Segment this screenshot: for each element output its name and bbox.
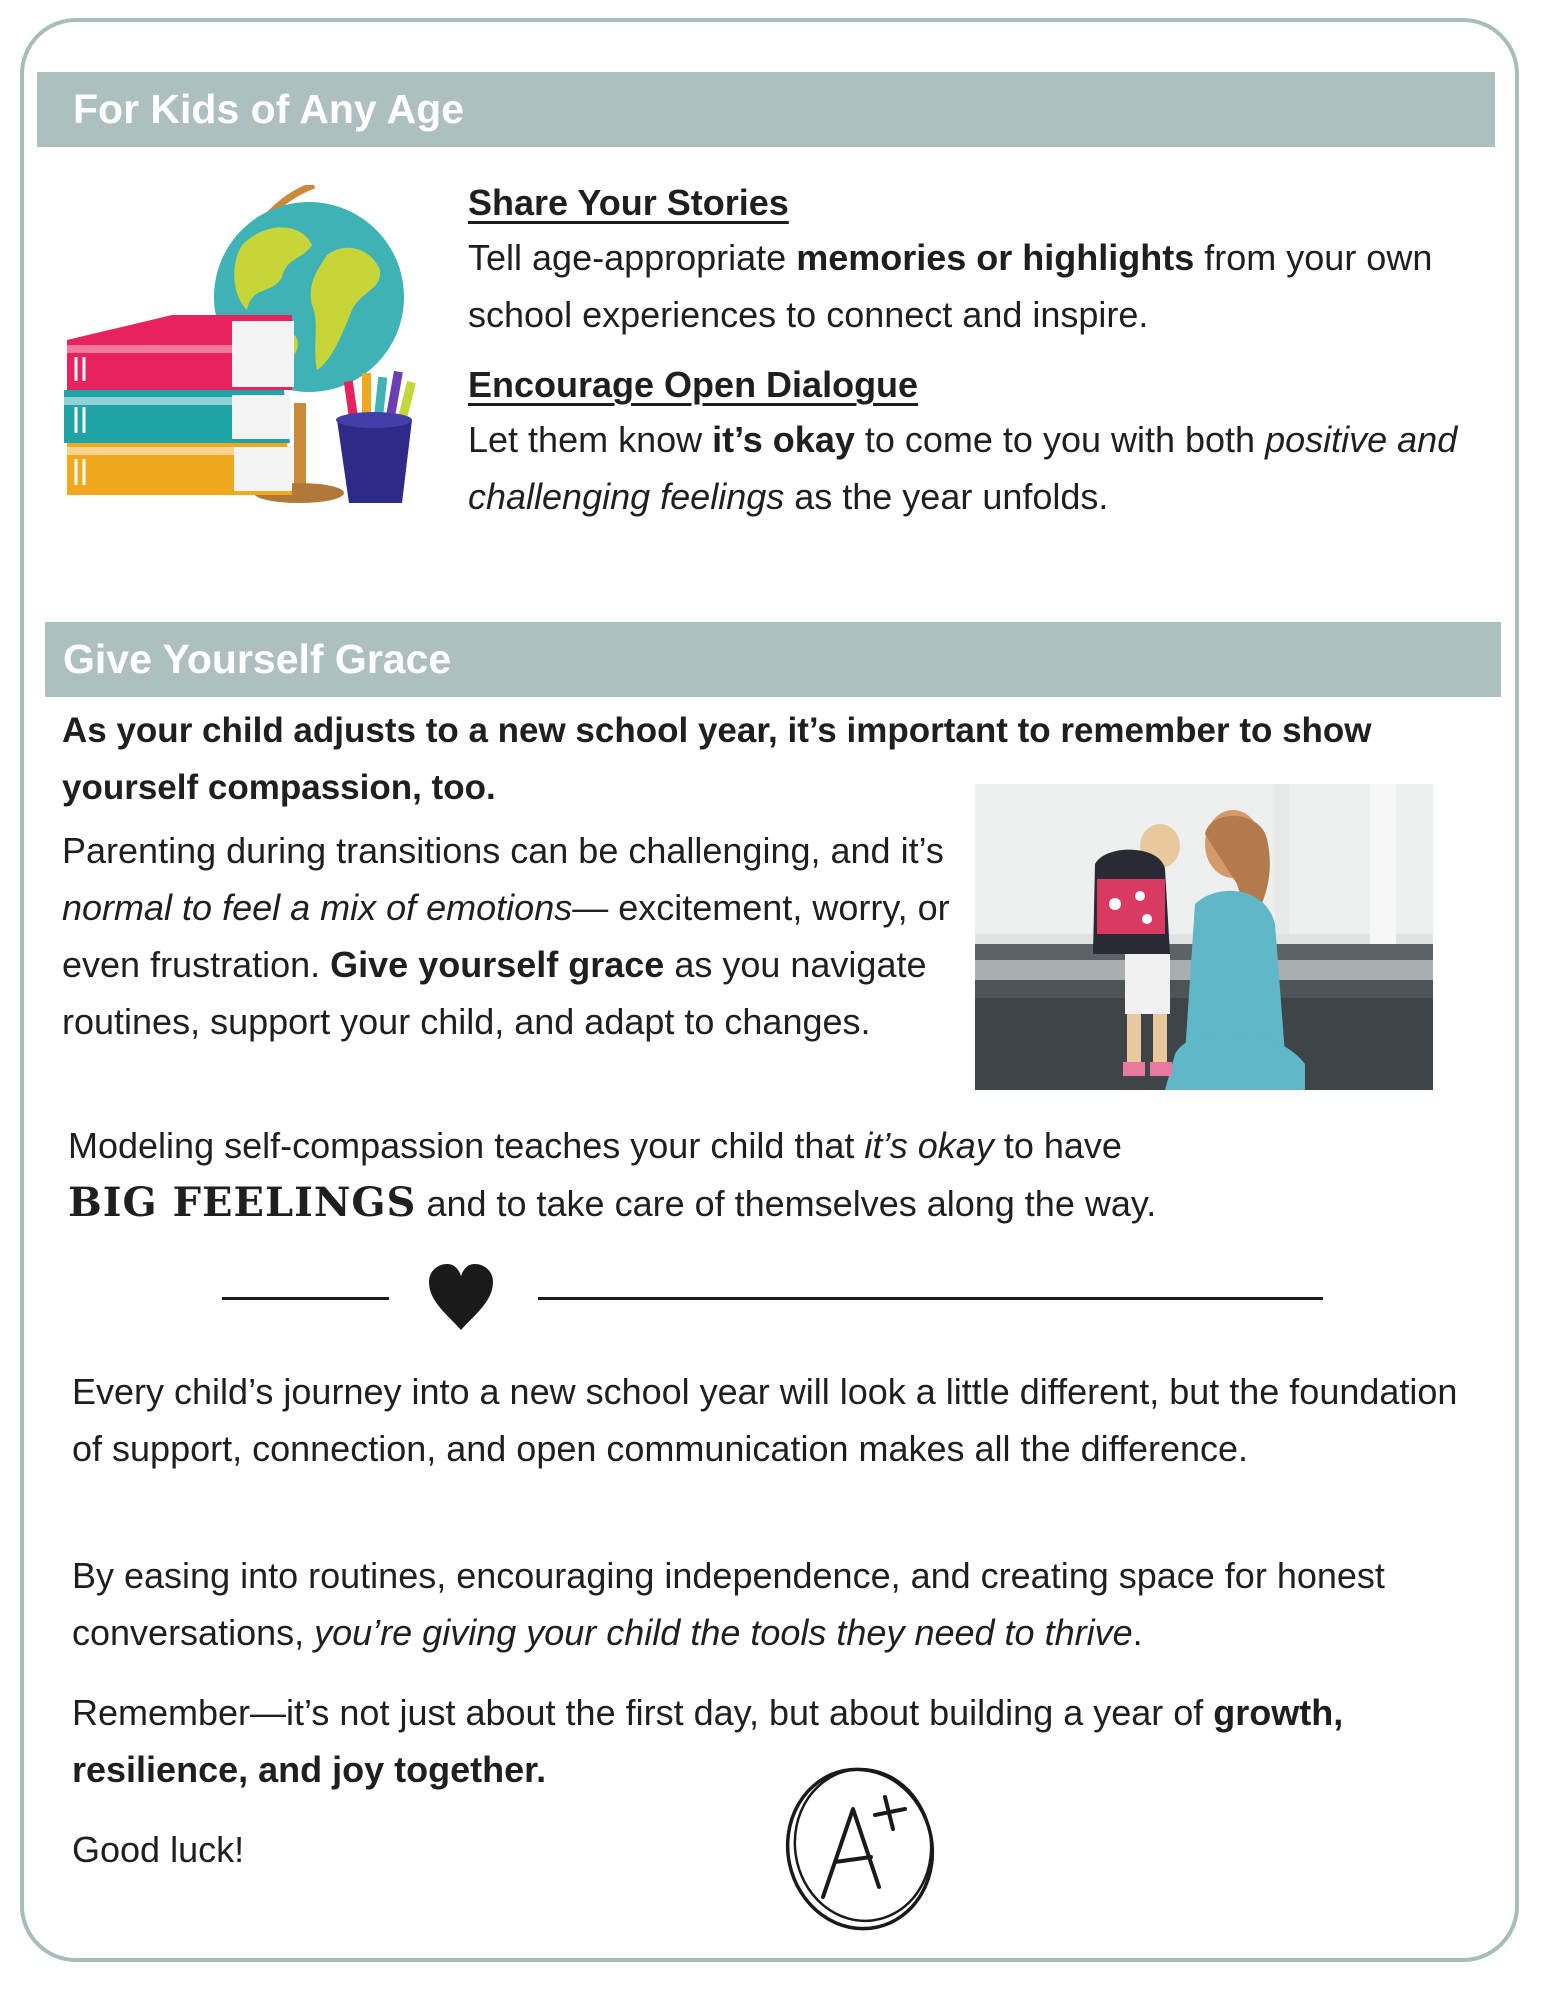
heart-icon: [425, 1262, 497, 1334]
closing-p2-text-1: By easing into routines, encouraging independence, and creating space for honest conversations,: [72, 1555, 1385, 1653]
share-stories-text-1: Tell age-appropriate: [468, 237, 797, 278]
section-title: For Kids of Any Age: [73, 86, 465, 132]
grace-paragraph-3: — excitement, worry, or even frustration.: [62, 887, 950, 985]
grace-paragraph-italic: normal to feel a mix of emotions: [62, 887, 573, 928]
open-dialogue-text-italic: positive and challenging feelings: [468, 419, 1458, 517]
good-luck-text: Good luck!: [72, 1829, 245, 1870]
modeling-text-1: Modeling self-compassion teaches your child that: [68, 1125, 865, 1166]
closing-paragraph-3: [72, 1684, 1462, 1798]
share-stories-block: [468, 174, 1478, 343]
closing-p3-bold: growth, resilience, and joy together.: [72, 1692, 1344, 1790]
open-dialogue-text-1: Let them know: [468, 419, 713, 460]
open-dialogue-text-3: to come to you with both: [854, 419, 1266, 460]
modeling-paragraph: [68, 1117, 1468, 1232]
closing-paragraph-2: [72, 1547, 1462, 1661]
grace-paragraph-5: as you navigate routines, support your child, and adapt to changes.: [62, 944, 927, 1042]
share-stories-text-3: from your own school experiences to connect and inspire.: [468, 237, 1433, 335]
open-dialogue-text-5: as the year unfolds.: [784, 476, 1109, 517]
mother-hugging-child-photo: [975, 784, 1433, 1090]
globe-books-pencils-illustration: [62, 185, 432, 525]
closing-p3-text-1: Remember—it’s not just about the first day, but about building a year of: [72, 1692, 1214, 1733]
closing-p2-italic: you’re giving your child the tools they need to thrive: [314, 1612, 1133, 1653]
big-feelings-text: BIG FEELINGS: [68, 1179, 417, 1226]
grace-paragraph-1: Parenting during transitions can be challenging, and it’s: [62, 830, 944, 871]
section-heading-kids-any-age: [37, 72, 1495, 147]
open-dialogue-block: [468, 356, 1478, 525]
open-dialogue-heading: Encourage Open Dialogue: [468, 364, 919, 405]
grace-paragraph-bold: Give yourself grace: [330, 944, 665, 985]
share-stories-heading: Share Your Stories: [468, 182, 789, 223]
a-plus-grade-icon: [775, 1757, 945, 1937]
closing-p2-text-3: .: [1132, 1612, 1143, 1653]
divider-line-right: [538, 1297, 1323, 1300]
section-title: Give Yourself Grace: [63, 636, 452, 682]
modeling-text-5: and to take care of themselves along the way.: [416, 1183, 1157, 1224]
open-dialogue-text-bold: it’s okay: [712, 419, 855, 460]
grace-lead-text: As your child adjusts to a new school year, it’s important to remember to show yourself compassion, too.: [62, 711, 1372, 807]
share-stories-text-bold: memories or highlights: [796, 237, 1195, 278]
section-heading-give-grace: [45, 622, 1501, 697]
share-stories-text: [468, 229, 1478, 343]
open-dialogue-text: [468, 411, 1478, 525]
modeling-text-italic: it’s okay: [864, 1125, 994, 1166]
modeling-text-3: to have: [993, 1125, 1122, 1166]
divider-line-left: [222, 1297, 389, 1300]
closing-paragraph-1: Every child’s journey into a new school year will look a little different, but the foundation of support, connection, and open communication makes all the difference.: [72, 1371, 1458, 1469]
grace-paragraph: [62, 822, 952, 1050]
